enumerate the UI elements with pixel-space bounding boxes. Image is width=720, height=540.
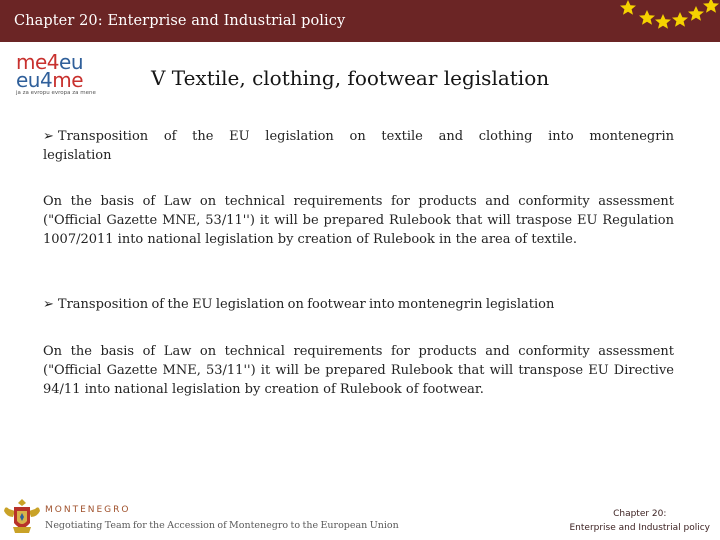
montenegro-coat-of-arms-icon (3, 497, 41, 539)
star-icon (655, 14, 671, 29)
me4eu-logo (16, 50, 112, 97)
star-icon (620, 0, 636, 15)
footer-chapter-line2: Enterprise and Industrial policy (569, 523, 710, 533)
bullet-textile-text: Transposition of the EU legislation on textile and clothing into montenegrin legislation (43, 129, 674, 163)
star-icon (688, 6, 704, 21)
bullet-footwear-text: Transposition of the EU legislation on footwear into montenegrin legislation (57, 297, 555, 312)
logo-tagline: ja za evropu evropa za mene (16, 90, 96, 96)
arrow-bullet-icon: ➢ (43, 297, 54, 312)
star-icon (639, 10, 655, 25)
eu-stars-icon (612, 0, 720, 36)
bullet-textile (43, 127, 674, 165)
logo-line-1: me4eu (16, 50, 83, 74)
star-icon (672, 12, 688, 27)
footer-brand: MONTENEGRO (45, 505, 131, 515)
bullet-footwear (43, 295, 683, 314)
footer-chapter-line1: Chapter 20: (613, 509, 667, 519)
slide-heading: V Textile, clothing, footwear legislation (151, 66, 550, 90)
star-icon (703, 0, 719, 13)
paragraph-footwear: On the basis of Law on technical requirements for products and conformity assessment ("Official Gazette MNE, 53/11'') it will be prepared Rulebook that will transpose EU Directive 94/11 into national legislation by creation of Rulebook of footwear. (43, 344, 674, 397)
footer-chapter (569, 507, 710, 535)
footer-team: Negotiating Team for the Accession of Montenegro to the European Union (45, 520, 399, 531)
header-title: Chapter 20: Enterprise and Industrial policy (14, 13, 346, 29)
arrow-bullet-icon: ➢ (43, 129, 54, 144)
logo-line-2: eu4me (16, 68, 84, 92)
paragraph-textile: On the basis of Law on technical requirements for products and conformity assessment ("Official Gazette MNE, 53/11'') it will be prepared Rulebook that will traspose EU Regulation 1007/2011 into national legislation by creation of Rulebook in the area of textile. (43, 194, 674, 247)
header-bar (0, 0, 720, 42)
